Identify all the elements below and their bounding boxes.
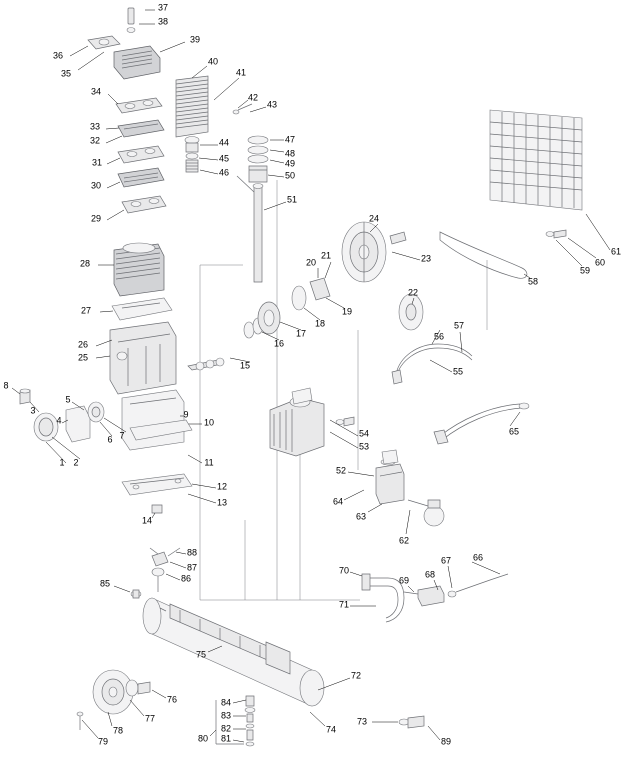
callout-number-41: 41 <box>235 67 247 78</box>
callout-number-1: 1 <box>59 457 65 468</box>
callout-number-62: 62 <box>398 535 410 546</box>
callout-number-27: 27 <box>80 305 92 316</box>
part-group-valve-stack <box>185 137 218 175</box>
callout-number-31: 31 <box>91 157 103 168</box>
callout-number-63: 63 <box>355 511 367 522</box>
callout-number-44: 44 <box>218 137 230 148</box>
callout-number-66: 66 <box>472 552 484 563</box>
callout-number-8: 8 <box>3 380 9 391</box>
part-group-crankshaft <box>188 262 344 370</box>
callout-number-28: 28 <box>79 258 91 269</box>
callout-number-25: 25 <box>77 352 89 363</box>
part-group-cylinder-head <box>114 42 185 79</box>
callout-number-3: 3 <box>30 405 36 416</box>
callout-number-55: 55 <box>452 366 464 377</box>
callout-number-34: 34 <box>90 86 102 97</box>
callout-number-19: 19 <box>341 306 353 317</box>
callout-number-88: 88 <box>186 547 198 558</box>
callout-number-37: 37 <box>157 2 169 13</box>
callout-number-29: 29 <box>90 213 102 224</box>
callout-number-17: 17 <box>295 328 307 339</box>
part-group-crankcase <box>96 322 176 394</box>
callout-number-75: 75 <box>195 649 207 660</box>
callout-number-67: 67 <box>440 555 452 566</box>
callout-number-36: 36 <box>52 50 64 61</box>
part-group-drain-valve-stack <box>210 696 255 746</box>
part-group-gasket-block <box>70 36 120 70</box>
callout-number-12: 12 <box>216 481 228 492</box>
callout-number-13: 13 <box>216 497 228 508</box>
callout-number-22: 22 <box>407 287 419 298</box>
callout-number-61: 61 <box>610 246 621 257</box>
callout-number-9: 9 <box>183 409 189 420</box>
part-group-intercooler <box>176 66 239 137</box>
callout-number-87: 87 <box>186 562 198 573</box>
callout-number-56: 56 <box>433 331 445 342</box>
callout-number-10: 10 <box>203 417 215 428</box>
part-group-belt-guard <box>490 110 610 266</box>
callout-number-52: 52 <box>335 465 347 476</box>
callout-number-42: 42 <box>247 92 259 103</box>
callout-number-11: 11 <box>204 457 214 468</box>
part-group-pulley <box>399 294 423 330</box>
part-group-piston-rings <box>248 136 284 182</box>
callout-number-7: 7 <box>119 430 125 441</box>
callout-number-65: 65 <box>508 426 520 437</box>
part-group-top-pin <box>127 8 155 33</box>
callout-number-16: 16 <box>273 338 285 349</box>
callout-number-47: 47 <box>284 134 296 145</box>
callout-number-68: 68 <box>424 569 436 580</box>
part-group-drain-plug <box>152 505 162 518</box>
callout-number-80: 80 <box>197 733 209 744</box>
part-group-crankcase-cover <box>122 390 202 450</box>
callout-number-30: 30 <box>90 180 102 191</box>
callout-number-51: 51 <box>286 194 298 205</box>
callout-number-33: 33 <box>89 121 101 132</box>
part-group-connecting-rod <box>237 176 286 282</box>
callout-number-69: 69 <box>398 575 410 586</box>
callout-number-72: 72 <box>350 670 362 681</box>
callout-number-20: 20 <box>305 257 317 268</box>
callout-number-5: 5 <box>65 394 71 405</box>
part-group-gasket-plates <box>106 94 166 220</box>
callout-number-77: 77 <box>144 713 156 724</box>
callout-number-59: 59 <box>579 265 591 276</box>
part-group-power-cord <box>434 403 529 444</box>
callout-number-53: 53 <box>358 441 370 452</box>
callout-number-48: 48 <box>284 148 296 159</box>
callout-number-64: 64 <box>332 496 344 507</box>
callout-number-45: 45 <box>218 153 230 164</box>
callout-number-6: 6 <box>107 434 113 445</box>
part-group-motor <box>270 388 358 456</box>
callout-number-71: 71 <box>338 599 350 610</box>
callout-number-35: 35 <box>60 68 72 79</box>
callout-number-74: 74 <box>325 724 337 735</box>
callout-number-43: 43 <box>266 99 278 110</box>
part-group-cylinder-block <box>98 243 164 296</box>
callout-number-46: 46 <box>218 167 230 178</box>
callout-number-60: 60 <box>594 257 606 268</box>
callout-number-84: 84 <box>220 697 232 708</box>
callout-number-21: 21 <box>320 250 332 261</box>
callout-number-57: 57 <box>453 320 465 331</box>
callout-number-54: 54 <box>358 428 370 439</box>
callout-number-24: 24 <box>368 213 380 224</box>
part-group-small-foot <box>114 586 141 598</box>
callout-number-38: 38 <box>157 16 169 27</box>
callout-number-49: 49 <box>284 158 296 169</box>
callout-number-50: 50 <box>284 170 296 181</box>
callout-number-32: 32 <box>89 135 101 146</box>
callout-number-82: 82 <box>220 723 232 734</box>
part-group-check-valve <box>150 548 186 592</box>
callout-number-2: 2 <box>73 457 79 468</box>
callout-number-26: 26 <box>77 339 89 350</box>
part-group-base-plate <box>122 474 216 503</box>
part-group-flywheel <box>342 222 420 282</box>
callout-number-40: 40 <box>207 56 219 67</box>
callout-number-83: 83 <box>220 710 232 721</box>
callout-number-18: 18 <box>314 318 326 329</box>
callout-number-70: 70 <box>338 565 350 576</box>
callout-number-15: 15 <box>239 360 251 371</box>
callout-number-23: 23 <box>420 253 432 264</box>
callout-number-86: 86 <box>180 573 192 584</box>
callout-number-85: 85 <box>99 578 111 589</box>
callout-number-81: 81 <box>220 733 232 744</box>
callout-number-79: 79 <box>97 736 109 747</box>
callout-number-14: 14 <box>141 515 153 526</box>
callout-number-4: 4 <box>56 415 62 426</box>
part-group-belt <box>440 232 530 278</box>
callout-number-73: 73 <box>356 716 368 727</box>
part-group-crankcase-gasket <box>100 298 172 320</box>
callout-number-76: 76 <box>166 694 178 705</box>
callout-number-39: 39 <box>189 34 201 45</box>
callout-number-89: 89 <box>440 736 452 747</box>
callout-number-58: 58 <box>527 276 539 287</box>
callout-number-78: 78 <box>112 725 124 736</box>
